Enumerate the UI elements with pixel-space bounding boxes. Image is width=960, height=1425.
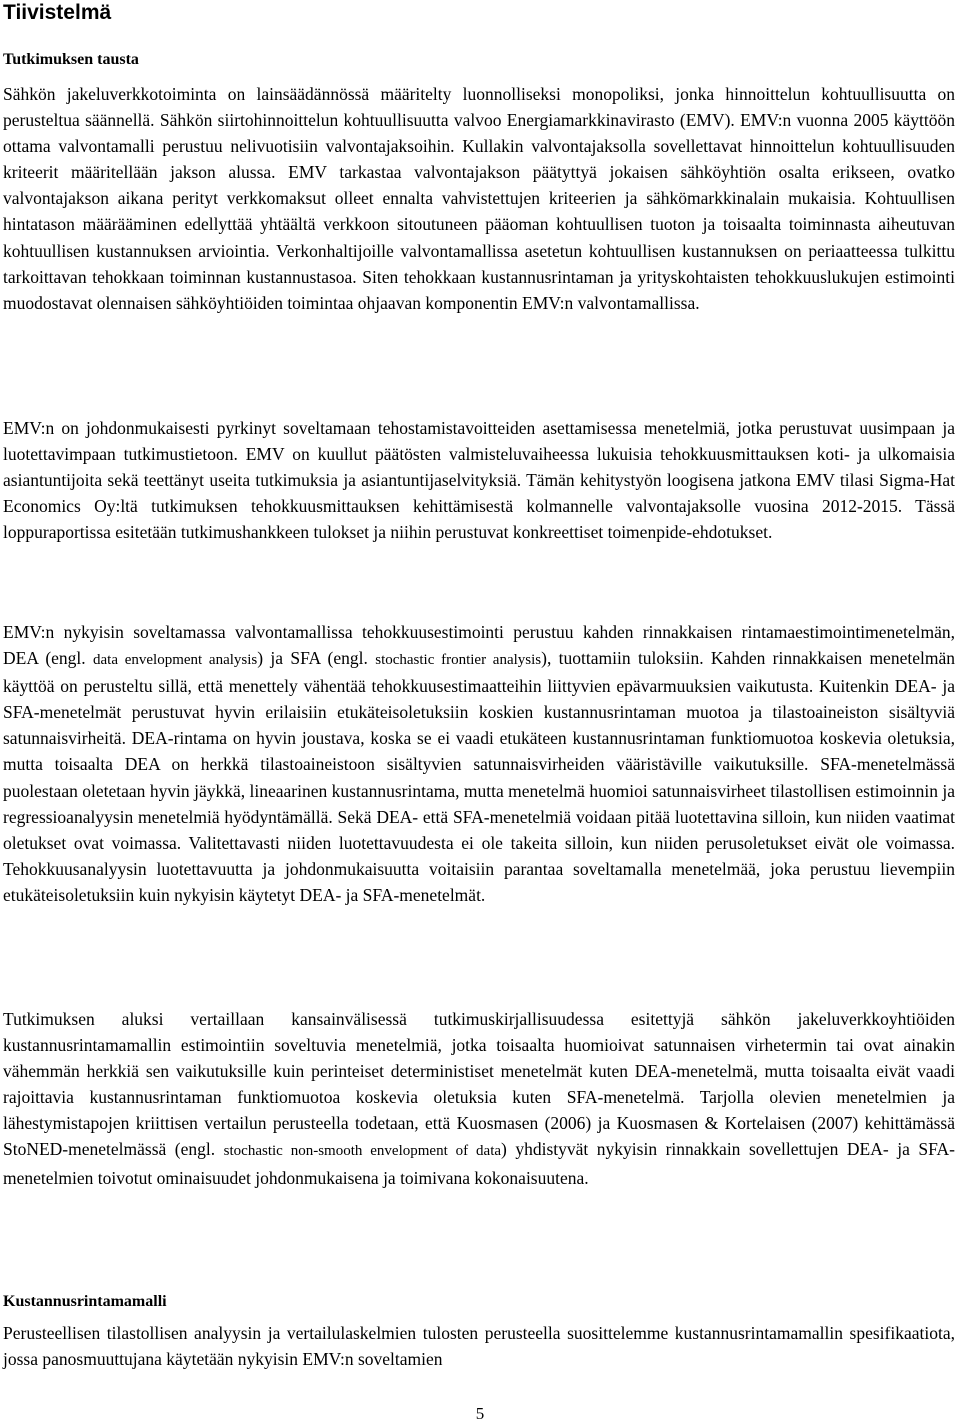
paragraph-3-term-sfa: stochastic frontier analysis [375,652,542,669]
paragraph-3 [3,619,955,908]
paragraph-1: Sähkön jakeluverkkotoiminta on lainsäädännössä määritelty luonnolliseksi monopoliksi, jonka hinnoittelun kohtuullisuutta on perusteltua säännellä. Sähkön siirtohinnoittelun kohtuullisuutta valvoo Energiamarkkinavirasto (EMV). EMV:n vuonna 2005 käyttöön ottama valvontamalli perustuu nelivuotisiin valvontajaksoihin. Kullakin valvontajaksolla sovellettavat hinnoittelun kohtuullisuuden kriteerit määritellään jakson alussa. EMV tarkastaa valvontajakson päätyttyä jokaisen sähköyhtiön osalta erikseen, ovatko valvontajakson aikana perityt verkkomaksut olleet ennalta vahvistettujen kriteerien ja sähkömarkkinalain mukaisia. Kohtuullisen hintatason määrääminen edellyttää yhtäältä verkkoon sitoutuneen pääoman kohtuullisen tuoton ja toisaalta toiminnasta aiheutuvan kohtuullisen kustannuksen arviointia. Verkonhaltijoille valvontamallissa asetetun kohtuullisen kustannuksen on periaatteessa tulkittu tarkoittavan tehokkaan toiminnan kustannustasoa. Siten tehokkaan kustannusrintaman ja yrityskohtaisten tehokkuuslukujen estimointi muodostavat olennaisen sähköyhtiöiden toimintaa ohjaavan komponentin EMV:n valvontamallissa. [3,84,955,313]
paragraph-3-text-c: ) ja SFA (engl. [257,648,376,669]
page-number: 5 [475,1404,485,1423]
page-title: Tiivistelmä [3,1,112,24]
paragraph-3-term-dea: data envelopment analysis [93,652,258,669]
section-heading-background: Tutkimuksen tausta [3,51,139,68]
section-heading-cost-frontier: Kustannusrintamamalli [3,1293,167,1310]
paragraph-3-text-e: ), tuottamiin tuloksiin. Kahden rinnakkaisen menetelmän käyttöä on perusteltu sillä, että menettely vähentää tehokkuusestimaatteihin liittyvien epävarmuuksien vaikutusta. Kuitenkin DEA- ja SFA-menetelmät perustuvat hyvin erilaisiin etukäteisoletuksiin koskien kustannusrintaman muotoa ja tilastoaineiston sisältyviä satunnaisvirheitä. DEA-rintama on hyvin joustava, koska se ei vaadi etukäteen kustannusrintaman funktiomuotoa koskevia oletuksia, mutta toisaalta DEA on herkkä tilastoaineistoon sisältyvien satunnaisvirheiden vääristäville vaikutuksille. SFA-menetelmässä puolestaan oletetaan hyvin jäykkä, lineaarinen kustannusrintama, mutta menetelmä huomioi satunnaisvirheet tilastollisen estimoinnin ja regressioanalyysin menetelmiä hyödyntämällä. Sekä DEA- että SFA-menetelmiä voidaan pitää luotettavina silloin, kun niiden vaatimat oletukset ovat voimassa. Valitettavasti niiden luotettavuudesta ei ole takeita silloin, kun niiden perusoletukset eivät ole voimassa. Tehokkuusanalyysin luotettavuutta ja johdonmukaisuutta voitaisiin parantaa soveltamalla menetelmää, joka perustuu lievempiin etukäteisoletuksiin kuin nykyisin käytetyt DEA- ja SFA-menetelmät. [3,648,955,905]
paragraph-4 [3,1006,955,1191]
paragraph-2: EMV:n on johdonmukaisesti pyrkinyt soveltamaan tehostamistavoitteiden asettamisessa menetelmiä, jotka perustuvat uusimpaan ja luotettavimpaan tutkimustietoon. EMV on kuullut päätösten valmisteluvaiheessa lukuisia tehokkuusmittauksen koti- ja ulkomaisia asiantuntijoita sekä teettänyt useita tutkimuksia ja asiantuntijaselvityksiä. Tämän kehitystyön loogisena jatkona EMV tilasi Sigma-Hat Economics Oy:ltä tutkimuksen tehokkuusmittauksen kehittämisestä kolmannelle valvontajaksolle vuosina 2012-2015. Tässä loppuraportissa esitetään tutkimushankkeen tulokset ja niihin perustuvat konkreettiset toimenpide-ehdotukset. [3,418,955,543]
paragraph-4-text-a: Tutkimuksen aluksi vertaillaan kansainvälisessä tutkimuskirjallisuudessa esitettyjä sähkön jakeluverkkoyhtiöiden kustannusrintamamallin estimointiin soveltuvia menetelmiä, jotka toisaalta huomioivat satunnaisen virhetermin tai ovat ainakin vähemmän herkkiä sen vaikutuksille kuin perinteiset deterministiset menetelmät kuten DEA-menetelmä, mutta toisaalta eivät vaadi rajoittavia kustannusrintaman funktiomuotoa koskevia oletuksia kuten SFA-menetelmä. Tarjolla olevien menetelmien ja lähestymistapojen kriittisen vertailun perusteella todetaan, että Kuosmasen (2006) ja Kuosmasen & Kortelaisen (2007) kehittämässä StoNED-menetelmässä (engl. [3,1009,955,1160]
paragraph-4-term-stoned: stochastic non-smooth envelopment of data [223,1143,502,1160]
paragraph-5: Perusteellisen tilastollisen analyysin ja vertailulaskelmien tulosten perusteella suosittelemme kustannusrintamamallin spesifikaatiota, jossa panosmuuttujana käytetään nykyisin EMV:n soveltamien [3,1323,955,1370]
paragraph-3-text-a: EMV:n nykyisin soveltamassa valvontamallissa tehokkuusestimointi perustuu kahden rinnakkaisen rintamaestimointimenetelmän, DEA (engl. [3,622,955,669]
paragraph-4-text-c: ) yhdistyvät nykyisin rinnakkain sovellettujen DEA- ja SFA-menetelmien toivotut ominaisuudet johdonmukaisena ja toimivana kokonaisuutena. [3,1139,955,1188]
